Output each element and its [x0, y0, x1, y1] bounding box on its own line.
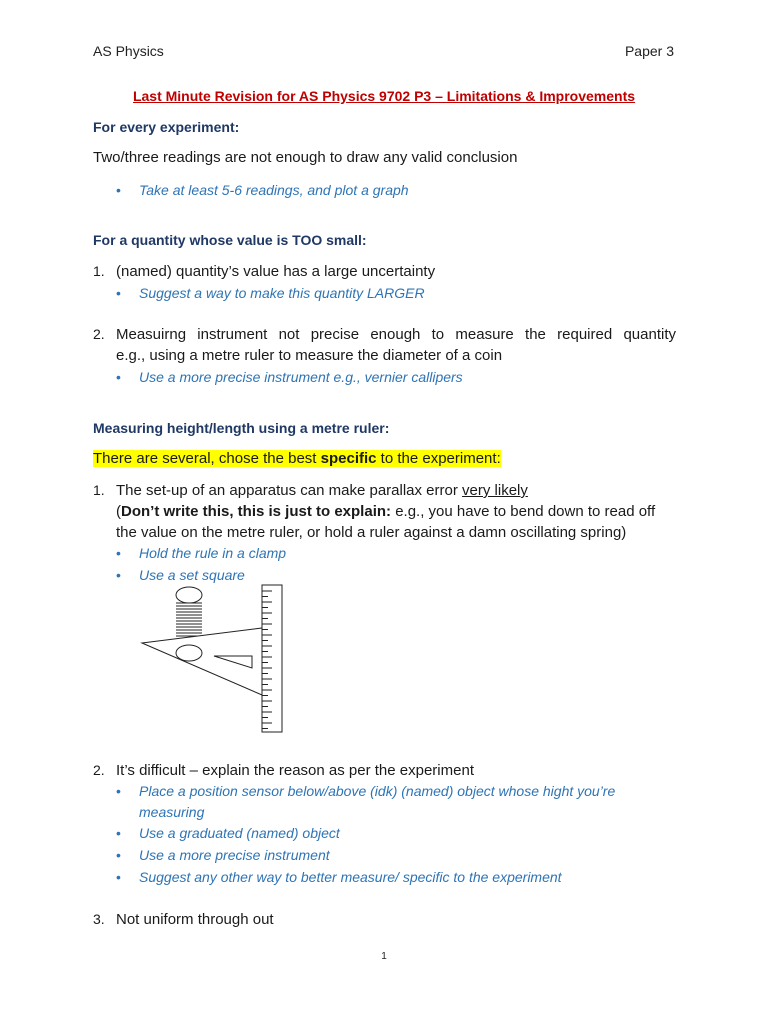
bullet-text: Use a more precise instrument e.g., vernier callipers	[139, 369, 463, 385]
list-item-text-line3: the value on the metre ruler, or hold a ruler against a damn oscillating spring)	[116, 524, 627, 541]
coin-stack-lines-icon	[176, 603, 202, 639]
bullet-item	[116, 543, 676, 564]
coin-top-icon	[176, 587, 202, 603]
document-title: Last Minute Revision for AS Physics 9702 P3 – Limitations & Improvements	[132, 88, 636, 104]
bullet-dot-icon: •	[116, 369, 121, 385]
bullet-item	[116, 367, 676, 388]
bullet-text: Use a graduated (named) object	[139, 825, 340, 841]
bullet-text: Use a set square	[139, 567, 245, 583]
list-number: 2.	[93, 326, 105, 342]
bullet-text: Use a more precise instrument	[139, 847, 330, 863]
list-item-text: (named) quantity’s value has a large uncertainty	[116, 263, 436, 280]
highlighted-instruction	[93, 450, 501, 467]
bullet-text: Hold the rule in a clamp	[139, 545, 287, 561]
bullet-dot-icon: •	[116, 825, 121, 841]
list-number: 1.	[93, 263, 105, 279]
header-left: AS Physics	[93, 43, 164, 59]
bullet-text: Take at least 5-6 readings, and plot a graph	[139, 182, 409, 198]
bullet-item	[116, 781, 676, 823]
set-square-ruler-diagram	[138, 583, 288, 735]
bold-note: Don’t write this, this is just to explain:	[121, 503, 392, 520]
bullet-dot-icon: •	[116, 567, 121, 583]
bullet-dot-icon: •	[116, 783, 121, 799]
list-item-text-line1: Measuirng instrument not precise enough to measure the required quantity	[116, 326, 676, 343]
section-heading-too-small: For a quantity whose value is TOO small:	[93, 232, 367, 248]
list-number: 3.	[93, 911, 105, 927]
parallax-text: The set-up of an apparatus can make parallax error	[116, 482, 463, 499]
highlight-bold: specific	[320, 450, 377, 467]
list-number: 1.	[93, 482, 105, 498]
bullet-item	[116, 823, 676, 844]
paragraph-readings: Two/three readings are not enough to draw any valid conclusion	[93, 149, 518, 166]
paren-open: (	[116, 503, 121, 520]
bullet-dot-icon: •	[116, 545, 121, 561]
bullet-item	[116, 867, 676, 888]
bullet-text: Place a position sensor below/above (idk) (named) object whose hight you’re measuring	[139, 783, 616, 820]
highlight-pre: There are several, chose the best	[93, 450, 321, 467]
bullet-dot-icon: •	[116, 847, 121, 863]
list-item-text-line2: e.g., using a metre ruler to measure the diameter of a coin	[116, 347, 503, 364]
bullet-text: Suggest a way to make this quantity LARGER	[139, 285, 425, 301]
set-square-icon	[142, 628, 262, 695]
list-item-text-line1	[116, 480, 676, 501]
list-number: 2.	[93, 762, 105, 778]
bullet-item	[116, 283, 676, 304]
bullet-item	[116, 180, 676, 201]
section-heading-every-experiment: For every experiment:	[93, 119, 240, 135]
explain-text: e.g., you have to bend down to read off	[391, 503, 656, 520]
bullet-dot-icon: •	[116, 182, 121, 198]
underlined-text: very likely	[462, 482, 528, 499]
bullet-text: Suggest any other way to better measure/ specific to the experiment	[139, 869, 562, 885]
highlight-post: to the experiment:	[376, 450, 501, 467]
list-item-text-line2	[116, 501, 676, 522]
section-heading-metre-ruler: Measuring height/length using a metre ruler:	[93, 420, 390, 436]
bullet-dot-icon: •	[116, 869, 121, 885]
list-item-text: Not uniform through out	[116, 911, 274, 928]
page-number: 1	[381, 951, 387, 962]
header-right: Paper 3	[624, 43, 674, 59]
bullet-item	[116, 845, 676, 866]
coin-bottom-icon	[176, 645, 202, 661]
bullet-dot-icon: •	[116, 285, 121, 301]
list-item-text: It’s difficult – explain the reason as per the experiment	[116, 762, 474, 779]
